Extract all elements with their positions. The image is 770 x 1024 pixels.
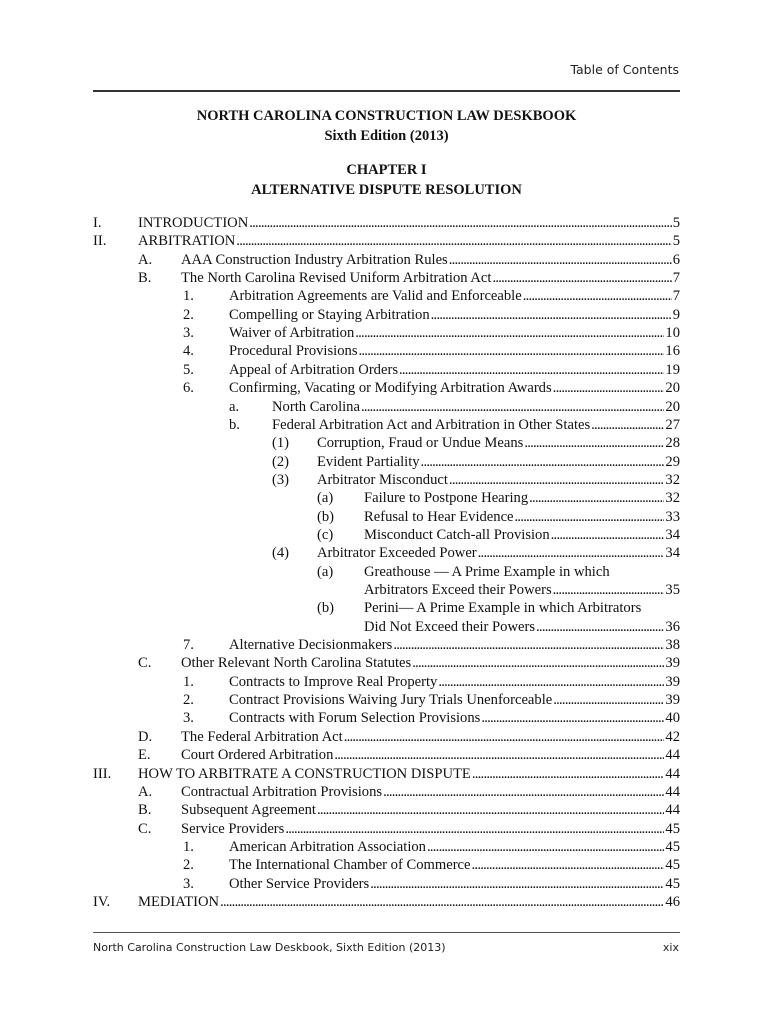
toc-entry-page: 40 — [665, 710, 680, 727]
toc-entry-number: 1. — [183, 673, 194, 690]
toc-entry-title: Court Ordered Arbitration — [181, 747, 334, 764]
toc-entry — [229, 709, 680, 727]
toc-entry — [364, 489, 680, 507]
toc-entry-page: 39 — [665, 673, 680, 690]
toc-entry — [229, 636, 680, 654]
toc-dot-leader — [529, 489, 664, 507]
toc-entry-page: 9 — [672, 306, 680, 323]
toc-entry-number: III. — [93, 765, 112, 782]
running-header: Table of Contents — [570, 62, 679, 77]
toc-dot-leader — [334, 746, 664, 764]
toc-entry-number: 1. — [183, 838, 194, 855]
toc-dot-leader — [553, 581, 665, 599]
toc-entry-title: The Federal Arbitration Act — [181, 728, 343, 745]
toc-entry-page: 16 — [665, 343, 680, 360]
toc-entry — [364, 526, 680, 544]
toc-entry — [272, 416, 680, 434]
toc-entry-number: E. — [138, 747, 151, 764]
toc-entry — [138, 232, 680, 250]
toc-dot-leader — [317, 801, 664, 819]
toc-entry-page: 32 — [665, 471, 680, 488]
toc-entry-page: 38 — [665, 637, 680, 654]
toc-entry-title: Arbitrator Exceeded Power — [317, 545, 477, 562]
toc-dot-leader — [359, 342, 665, 360]
toc-dot-leader — [553, 379, 665, 397]
toc-entry-title: Confirming, Vacating or Modifying Arbitration Awards — [229, 380, 552, 397]
toc-entry-page: 44 — [665, 783, 680, 800]
toc-entry-title: Procedural Provisions — [229, 343, 358, 360]
toc-entry — [229, 342, 680, 360]
toc-dot-leader — [524, 434, 664, 452]
toc-entry-number: B. — [138, 802, 152, 819]
toc-entry-page: 44 — [665, 747, 680, 764]
toc-entry — [272, 398, 680, 416]
toc-entry-page: 5 — [672, 215, 680, 231]
toc-dot-leader — [492, 269, 671, 287]
toc-entry-title: American Arbitration Association — [229, 838, 426, 855]
toc-entry-number: A. — [138, 251, 153, 268]
toc-entry-title: Appeal of Arbitration Orders — [229, 361, 398, 378]
toc-dot-leader — [536, 618, 664, 636]
book-title-block — [93, 106, 680, 146]
toc-entry-number: IV. — [93, 893, 111, 910]
toc-entry — [138, 765, 680, 783]
toc-entry — [317, 453, 680, 471]
toc-entry-page: 20 — [665, 380, 680, 397]
toc-entry-page: 39 — [665, 692, 680, 709]
toc-entry-number: B. — [138, 270, 152, 287]
toc-entry-page: 7 — [672, 288, 680, 305]
toc-entry-number: (b) — [317, 600, 335, 617]
footer-book-title: North Carolina Construction Law Deskbook, Sixth Edition (2013) — [93, 941, 446, 954]
toc-entry-page: 44 — [665, 765, 680, 782]
toc-entry — [364, 581, 680, 599]
toc-entry-page: 45 — [665, 838, 680, 855]
toc-entry-number: 2. — [183, 306, 194, 323]
toc-dot-leader — [361, 398, 664, 416]
toc-entry-title: The North Carolina Revised Uniform Arbitration Act — [181, 270, 492, 287]
toc-entry-title: Greathouse — A Prime Example in which — [364, 563, 610, 580]
toc-entry — [181, 728, 680, 746]
toc-entry-title: ARBITRATION — [138, 233, 236, 250]
toc-dot-leader — [427, 838, 664, 856]
toc-entry-page: 34 — [665, 545, 680, 562]
toc-entry-title: AAA Construction Industry Arbitration Rules — [181, 251, 448, 268]
toc-entry — [138, 214, 680, 232]
toc-entry-number: 7. — [183, 637, 194, 654]
toc-entry-title: Misconduct Catch-all Provision — [364, 526, 550, 543]
toc-entry-number: (c) — [317, 526, 334, 543]
toc-entry-title: Arbitrators Exceed their Powers — [364, 582, 552, 598]
toc-entry-page: 42 — [665, 728, 680, 745]
toc-dot-leader — [393, 636, 664, 654]
toc-entry — [229, 379, 680, 397]
toc-entry-page: 34 — [665, 526, 680, 543]
toc-entry-page: 39 — [665, 655, 680, 672]
toc-dot-leader — [249, 214, 671, 232]
toc-entry-number: (1) — [272, 435, 290, 452]
toc-dot-leader — [285, 820, 664, 838]
toc-entry — [364, 599, 680, 617]
toc-entry-number: I. — [93, 215, 102, 231]
toc-entry-number: 5. — [183, 361, 194, 378]
toc-entry-title: Waiver of Arbitration — [229, 325, 355, 342]
chapter-heading — [93, 160, 680, 200]
toc-dot-leader — [412, 654, 664, 672]
toc-dot-leader — [421, 453, 665, 471]
toc-entry — [181, 801, 680, 819]
toc-dot-leader — [370, 875, 664, 893]
toc-entry-number: 1. — [183, 288, 194, 305]
toc-entry-title: Arbitration Agreements are Valid and Enforceable — [229, 288, 522, 305]
toc-entry — [181, 746, 680, 764]
toc-entry-page: 10 — [665, 325, 680, 342]
toc-entry-title: Corruption, Fraud or Undue Means — [317, 435, 524, 452]
toc-entry-number: (a) — [317, 490, 334, 507]
toc-entry-number: D. — [138, 728, 153, 745]
footer-page-number: xix — [662, 941, 679, 954]
toc-entry-title: Evident Partiality — [317, 453, 420, 470]
toc-dot-leader — [236, 232, 671, 250]
toc-entry-title: Subsequent Agreement — [181, 802, 316, 819]
toc-dot-leader — [551, 526, 665, 544]
toc-entry-page: 32 — [665, 490, 680, 507]
toc-entry-title: Contracts with Forum Selection Provisions — [229, 710, 481, 727]
toc-entry-number: (3) — [272, 471, 290, 488]
footer-rule — [93, 932, 680, 933]
toc-entry-title: Service Providers — [181, 820, 285, 837]
toc-dot-leader — [591, 416, 664, 434]
toc-dot-leader — [481, 709, 664, 727]
toc-entry-number: (2) — [272, 453, 290, 470]
toc-dot-leader — [515, 508, 665, 526]
toc-entry-page: 27 — [665, 416, 680, 433]
toc-entry — [181, 783, 680, 801]
toc-entry-title: Contract Provisions Waiving Jury Trials Unenforceable — [229, 692, 553, 709]
toc-entry-page: 45 — [665, 857, 680, 874]
toc-entry-title: Other Service Providers — [229, 875, 370, 892]
toc-entry-title: Compelling or Staying Arbitration — [229, 306, 430, 323]
toc-dot-leader — [344, 728, 665, 746]
toc-entry — [317, 544, 680, 562]
toc-dot-leader — [478, 544, 665, 562]
toc-entry-title: MEDIATION — [138, 893, 220, 910]
toc-entry — [364, 508, 680, 526]
toc-entry-number: A. — [138, 783, 153, 800]
toc-entry-number: a. — [229, 398, 240, 415]
toc-entry-title: Alternative Decisionmakers — [229, 637, 393, 654]
toc-entry-page: 7 — [672, 270, 680, 287]
toc-entry — [229, 691, 680, 709]
toc-dot-leader — [431, 306, 672, 324]
toc-entry — [229, 875, 680, 893]
toc-entry-title: Refusal to Hear Evidence — [364, 508, 514, 525]
toc-entry-title: Perini— A Prime Example in which Arbitrators — [364, 600, 642, 617]
toc-dot-leader — [355, 324, 664, 342]
toc-entry-page: 36 — [665, 618, 680, 635]
toc-dot-leader — [523, 287, 672, 305]
toc-entry — [181, 820, 680, 838]
toc-entry — [229, 306, 680, 324]
toc-entry-title: Arbitrator Misconduct — [317, 471, 448, 488]
toc-entry-page: 33 — [665, 508, 680, 525]
toc-entry-title: Failure to Postpone Hearing — [364, 490, 529, 507]
toc-entry-number: 2. — [183, 857, 194, 874]
toc-entry — [138, 893, 680, 911]
toc-entry-page: 19 — [665, 361, 680, 378]
toc-entry-page: 6 — [672, 251, 680, 268]
toc-entry-page: 20 — [665, 398, 680, 415]
toc-entry-title: Contractual Arbitration Provisions — [181, 783, 383, 800]
toc-entry-number: 3. — [183, 710, 194, 727]
toc-entry-page: 29 — [665, 453, 680, 470]
toc-entry-number: 4. — [183, 343, 194, 360]
toc-entry-number: C. — [138, 820, 152, 837]
toc-entry-page: 28 — [665, 435, 680, 452]
toc-entry-number: 2. — [183, 692, 194, 709]
book-edition: Sixth Edition (2013) — [324, 128, 449, 144]
toc-dot-leader — [553, 691, 664, 709]
header-rule — [93, 90, 680, 92]
toc-entry-number: (a) — [317, 563, 334, 580]
toc-entry — [317, 471, 680, 489]
chapter-title: ALTERNATIVE DISPUTE RESOLUTION — [251, 182, 522, 198]
toc-entry-title: Federal Arbitration Act and Arbitration in Other States — [272, 416, 591, 433]
chapter-number: CHAPTER I — [346, 162, 427, 178]
toc-entry-title: The International Chamber of Commerce — [229, 857, 471, 874]
toc-entry-number: 3. — [183, 875, 194, 892]
toc-dot-leader — [472, 765, 665, 783]
toc-entry — [181, 654, 680, 672]
toc-entry — [181, 269, 680, 287]
toc-entry — [229, 287, 680, 305]
toc-entry-title: INTRODUCTION — [138, 215, 249, 231]
toc-entry-page: 44 — [665, 802, 680, 819]
toc-dot-leader — [449, 251, 672, 269]
toc-entry-title: Contracts to Improve Real Property — [229, 673, 438, 690]
toc-entry-page: 45 — [665, 820, 680, 837]
toc-entry — [229, 856, 680, 874]
toc-entry-number: 6. — [183, 380, 194, 397]
toc-entry-page: 45 — [665, 875, 680, 892]
toc-dot-leader — [383, 783, 664, 801]
toc-dot-leader — [399, 361, 664, 379]
toc-entry-page: 35 — [665, 582, 680, 598]
toc-dot-leader — [472, 856, 665, 874]
book-title: NORTH CAROLINA CONSTRUCTION LAW DESKBOOK — [196, 108, 577, 124]
toc-entry-title: North Carolina — [272, 398, 360, 415]
toc-entry — [181, 251, 680, 269]
toc-entry — [364, 618, 680, 636]
toc-entry-title: Did Not Exceed their Powers — [364, 618, 536, 635]
toc-entry — [229, 673, 680, 691]
toc-entry-number: (4) — [272, 545, 290, 562]
toc-entry-number: II. — [93, 233, 107, 250]
toc-entry — [229, 838, 680, 856]
toc-entry-page: 5 — [672, 233, 680, 250]
toc-dot-leader — [438, 673, 664, 691]
toc-entry — [229, 361, 680, 379]
toc-entry-title: HOW TO ARBITRATE A CONSTRUCTION DISPUTE — [138, 765, 471, 782]
toc-dot-leader — [220, 893, 664, 911]
toc-entry-title: Other Relevant North Carolina Statutes — [181, 655, 412, 672]
toc-entry-number: C. — [138, 655, 152, 672]
toc-entry — [364, 563, 680, 581]
toc-dot-leader — [449, 471, 664, 489]
toc-entry-number: b. — [229, 416, 240, 433]
toc-entry-page: 46 — [665, 893, 680, 910]
toc-entry — [229, 324, 680, 342]
toc-entry-number: (b) — [317, 508, 335, 525]
toc-entry-number: 3. — [183, 325, 194, 342]
toc-entry — [317, 434, 680, 452]
